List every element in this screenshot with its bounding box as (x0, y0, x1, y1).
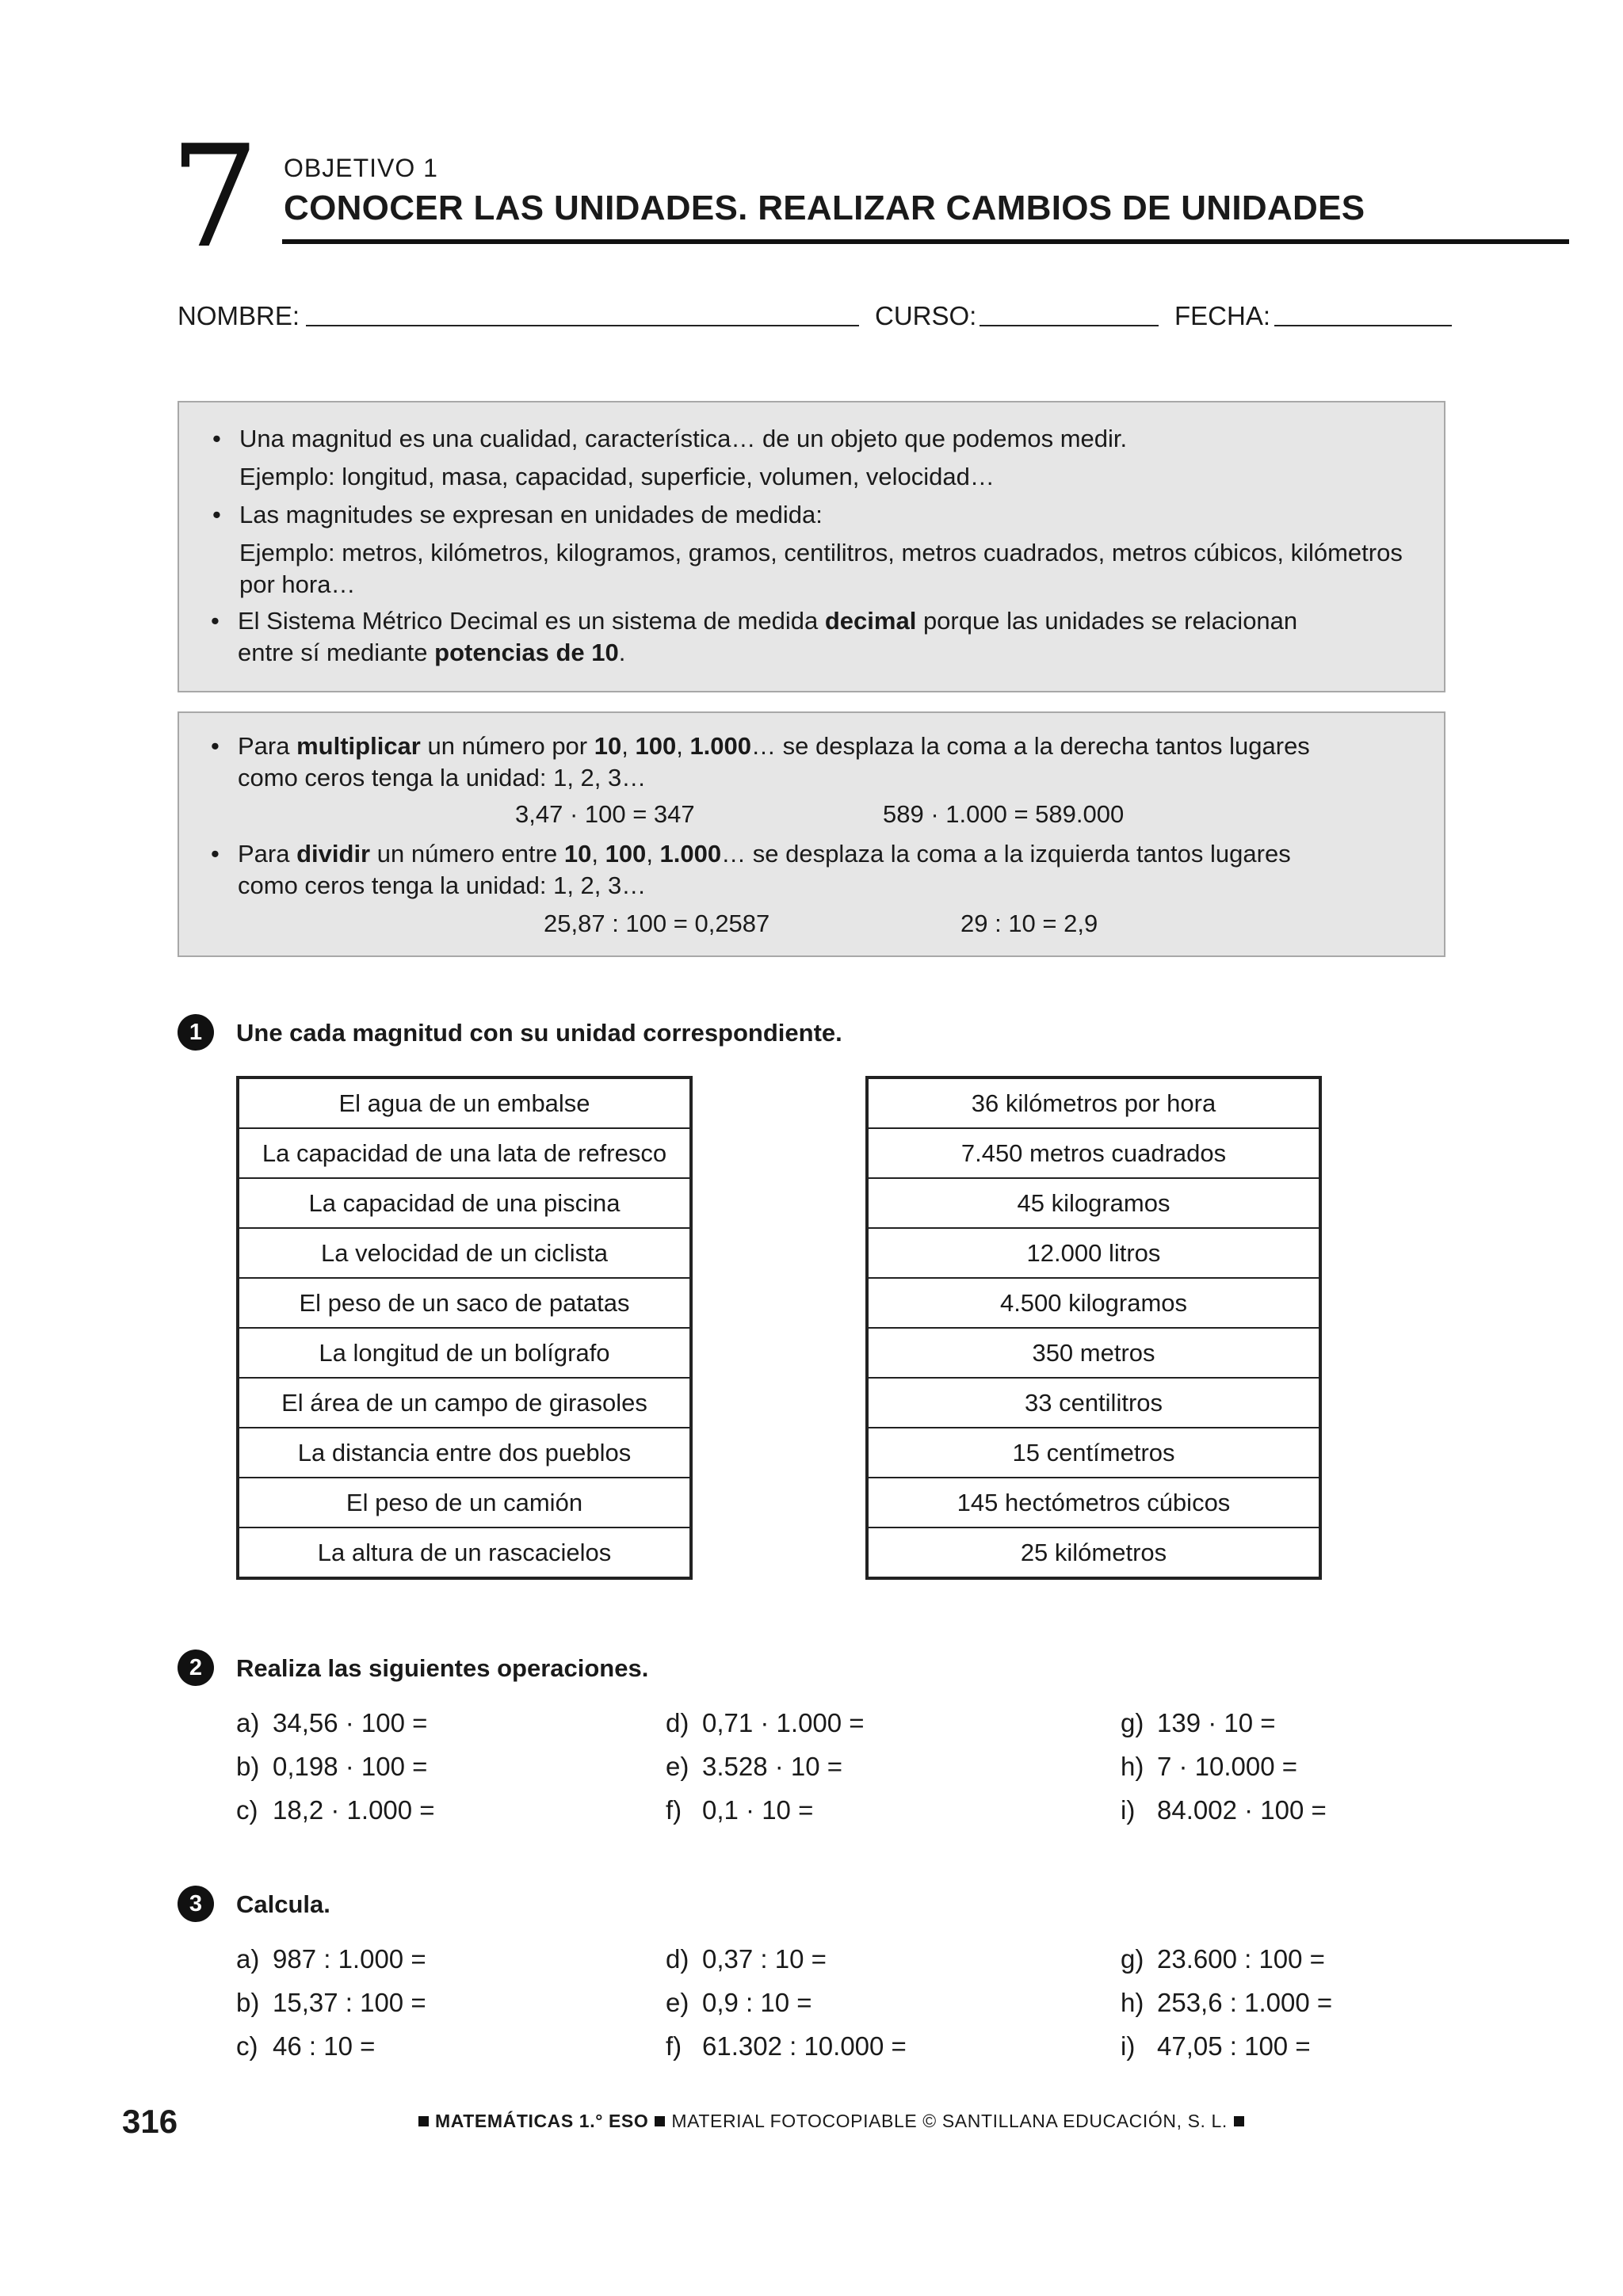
unit-row (867, 1478, 1320, 1527)
operation-item-label: e) (666, 1752, 689, 1781)
unit-row (867, 1077, 1320, 1128)
magnitude-row (238, 1527, 691, 1578)
mult-text-1: Para (238, 732, 290, 760)
date-field[interactable] (1274, 325, 1452, 326)
unit-row (867, 1178, 1320, 1228)
division-item[interactable] (1121, 2031, 1311, 2061)
mult-text-2: un número por (427, 732, 588, 760)
operation-item[interactable] (666, 1708, 865, 1738)
footer-square-icon (655, 2116, 665, 2126)
operation-item[interactable] (1121, 1752, 1297, 1782)
magnitude-row-cell[interactable]: La longitud de un bolígrafo (238, 1328, 691, 1378)
div-bold: dividir (296, 840, 371, 868)
exercise-2-instruction: Realiza las siguientes operaciones. (236, 1654, 649, 1682)
magnitude-row-cell[interactable]: La distancia entre dos pueblos (238, 1428, 691, 1478)
name-field[interactable] (306, 325, 859, 326)
operation-item-label: a) (236, 1708, 260, 1737)
magnitude-row-cell[interactable]: El peso de un camión (238, 1478, 691, 1527)
magnitude-row-cell[interactable]: El área de un campo de girasoles (238, 1378, 691, 1428)
operation-item[interactable] (236, 1752, 427, 1782)
theory-example-magnitude: Ejemplo: longitud, masa, capacidad, superficie, volumen, velocidad… (239, 463, 995, 490)
div-example-2: 29 : 10 = 2,9 (960, 910, 1098, 937)
theory-example-units-line2: por hora… (239, 570, 356, 598)
division-item[interactable] (236, 1944, 426, 1974)
operation-item-expression: 0,198 · 100 = (273, 1752, 428, 1781)
division-item-label: a) (236, 1944, 260, 1974)
magnitude-row-cell[interactable]: El agua de un embalse (238, 1077, 691, 1128)
div-text-3: … se desplaza la coma a la izquierda tantos lugares (721, 840, 1291, 868)
operation-item-expression: 84.002 · 100 = (1157, 1795, 1327, 1825)
magnitude-row-cell[interactable]: La capacidad de una lata de refresco (238, 1128, 691, 1178)
division-item-expression: 15,37 : 100 = (273, 1988, 426, 2017)
footer-square-icon (418, 2116, 429, 2126)
division-item-expression: 987 : 1.000 = (273, 1944, 426, 1974)
operation-item-label: i) (1121, 1795, 1136, 1825)
operation-item-expression: 0,1 · 10 = (702, 1795, 814, 1825)
unit-row (867, 1328, 1320, 1378)
division-item-expression: 253,6 : 1.000 = (1157, 1988, 1333, 2017)
division-item-expression: 61.302 : 10.000 = (702, 2031, 907, 2061)
magnitudes-table (236, 1076, 693, 1580)
unit-row-cell[interactable]: 12.000 litros (867, 1228, 1320, 1278)
division-item-expression: 46 : 10 = (273, 2031, 376, 2061)
operation-item-expression: 139 · 10 = (1157, 1708, 1276, 1737)
unit-row-cell[interactable]: 36 kilómetros por hora (867, 1077, 1320, 1128)
theory-example-units-line1: Ejemplo: metros, kilómetros, kilogramos, gramos, centilitros, metros cuadrados, metros cúbicos, kilómetros (239, 539, 1403, 566)
theory-decimal-line2 (238, 637, 625, 669)
mult-line2: como ceros tenga la unidad: 1, 2, 3… (238, 764, 647, 791)
exercise-1-instruction: Une cada magnitud con su unidad correspondiente. (236, 1019, 842, 1047)
division-item[interactable] (236, 1988, 426, 2018)
operation-item-expression: 34,56 · 100 = (273, 1708, 428, 1737)
division-item-expression: 47,05 : 100 = (1157, 2031, 1311, 2061)
magnitude-row (238, 1228, 691, 1278)
operation-item[interactable] (666, 1795, 813, 1825)
page-title: CONOCER LAS UNIDADES. REALIZAR CAMBIOS DE UNIDADES (284, 189, 1365, 227)
operation-item-expression: 0,71 · 1.000 = (702, 1708, 865, 1737)
unit-row (867, 1378, 1320, 1428)
unit-row-cell[interactable]: 25 kilómetros (867, 1527, 1320, 1578)
operation-item-label: g) (1121, 1708, 1144, 1737)
mult-100: 100 (635, 732, 677, 760)
division-item-label: g) (1121, 1944, 1144, 1974)
unit-row-cell[interactable]: 33 centilitros (867, 1378, 1320, 1428)
footer-credits (412, 2111, 1251, 2132)
footer-book: MATEMÁTICAS 1.° ESO (435, 2111, 649, 2131)
operation-item[interactable] (1121, 1708, 1276, 1738)
unit-row-cell[interactable]: 145 hectómetros cúbicos (867, 1478, 1320, 1527)
unit-row (867, 1527, 1320, 1578)
operation-item[interactable] (666, 1752, 842, 1782)
footer-square-icon (1234, 2116, 1244, 2126)
theory-box-powers-of-ten (178, 711, 1445, 957)
mult-10: 10 (594, 732, 622, 760)
div-text-2: un número entre (376, 840, 558, 868)
magnitude-row (238, 1077, 691, 1128)
division-item-label: h) (1121, 1988, 1144, 2017)
magnitude-row (238, 1478, 691, 1527)
division-item[interactable] (666, 1944, 827, 1974)
div-example-1: 25,87 : 100 = 0,2587 (544, 910, 770, 937)
page-number: 316 (122, 2103, 178, 2140)
units-table (865, 1076, 1322, 1580)
division-item-label: f) (666, 2031, 682, 2061)
operation-item[interactable] (236, 1708, 427, 1738)
division-item-label: e) (666, 1988, 689, 2017)
operation-item-label: h) (1121, 1752, 1144, 1781)
division-item-expression: 0,37 : 10 = (702, 1944, 827, 1974)
div-text-1: Para (238, 840, 290, 868)
theory-bullet-units: • Las magnitudes se expresan en unidades de medida: (239, 499, 823, 531)
mult-example-2: 589 · 1.000 = 589.000 (883, 800, 1125, 828)
magnitude-row (238, 1428, 691, 1478)
unit-row (867, 1428, 1320, 1478)
unit-row-cell[interactable]: 45 kilogramos (867, 1178, 1320, 1228)
operation-item-label: f) (666, 1795, 682, 1825)
magnitude-row (238, 1278, 691, 1328)
division-item-expression: 0,9 : 10 = (702, 1988, 812, 2017)
mult-bold: multiplicar (296, 732, 421, 760)
magnitude-row-cell[interactable]: La velocidad de un ciclista (238, 1228, 691, 1278)
title-rule (282, 239, 1569, 244)
mult-1000: 1.000 (689, 732, 752, 760)
name-label: NOMBRE: (178, 301, 300, 330)
unit-row-cell[interactable]: 4.500 kilogramos (867, 1278, 1320, 1328)
theory-bullet-decimal-system (238, 605, 1297, 637)
div-10: 10 (563, 840, 592, 868)
course-field[interactable] (980, 325, 1159, 326)
div-line2: como ceros tenga la unidad: 1, 2, 3… (238, 871, 647, 899)
division-item-label: c) (236, 2031, 258, 2061)
division-item-label: b) (236, 1988, 260, 2017)
division-item-expression: 23.600 : 100 = (1157, 1944, 1325, 1974)
magnitude-row-cell[interactable]: La capacidad de una piscina (238, 1178, 691, 1228)
operation-item-expression: 18,2 · 1.000 = (273, 1795, 435, 1825)
div-100: 100 (605, 840, 647, 868)
exercise-1-number: 1 (178, 1014, 214, 1051)
operation-item-label: b) (236, 1752, 260, 1781)
division-item[interactable] (666, 2031, 907, 2061)
date-label: FECHA: (1174, 301, 1271, 330)
course-label: CURSO: (875, 301, 977, 330)
decimal-end: . (618, 639, 626, 666)
operation-item[interactable] (236, 1795, 435, 1825)
theory-box-magnitudes (178, 401, 1445, 692)
unit-row-cell[interactable]: 350 metros (867, 1328, 1320, 1378)
unit-row-cell[interactable]: 7.450 metros cuadrados (867, 1128, 1320, 1178)
theory-bullet-magnitude: • Una magnitud es una cualidad, característica… de un objeto que podemos medir. (239, 423, 1127, 455)
division-item-label: d) (666, 1944, 689, 1974)
unit-row (867, 1278, 1320, 1328)
decimal-text-1: El Sistema Métrico Decimal es un sistema de medida (238, 607, 819, 635)
footer-publisher: MATERIAL FOTOCOPIABLE © SANTILLANA EDUCACIÓN, S. L. (671, 2111, 1228, 2131)
theory-bullet-divide: • Para dividir un número entre 10, 100, 1.000… se desplaza la coma a la izquierda tantos lugares (238, 838, 1291, 870)
operation-item-expression: 7 · 10.000 = (1157, 1752, 1298, 1781)
decimal-text-2: porque las unidades se relacionan (922, 607, 1298, 635)
div-1000: 1.000 (659, 840, 722, 868)
exercise-3-number: 3 (178, 1886, 214, 1922)
exercise-3-instruction: Calcula. (236, 1890, 330, 1918)
division-item-label: i) (1121, 2031, 1136, 2061)
powers-of-ten-bold: potencias de 10 (434, 639, 619, 666)
mult-text-3: … se desplaza la coma a la derecha tantos lugares (751, 732, 1310, 760)
exercise-2-number: 2 (178, 1650, 214, 1686)
decimal-bold: decimal (824, 607, 917, 635)
chapter-number: 7 (170, 115, 260, 279)
unit-row (867, 1128, 1320, 1178)
magnitude-row-cell[interactable]: La altura de un rascacielos (238, 1527, 691, 1578)
mult-example-1: 3,47 · 100 = 347 (515, 800, 695, 828)
magnitude-row (238, 1378, 691, 1428)
magnitude-row (238, 1328, 691, 1378)
operation-item-label: c) (236, 1795, 258, 1825)
division-item[interactable] (236, 2031, 375, 2061)
unit-row-cell[interactable]: 15 centímetros (867, 1428, 1320, 1478)
unit-row (867, 1228, 1320, 1278)
objective-label: OBJETIVO 1 (284, 154, 438, 182)
decimal-text-3: entre sí mediante (238, 639, 428, 666)
operation-item-label: d) (666, 1708, 689, 1737)
division-item[interactable] (1121, 1988, 1332, 2018)
theory-bullet-multiply: • Para multiplicar un número por 10, 100, 1.000… se desplaza la coma a la derecha tantos lugares (238, 730, 1310, 762)
division-item[interactable] (1121, 1944, 1325, 1974)
magnitude-row-cell[interactable]: El peso de un saco de patatas (238, 1278, 691, 1328)
division-item[interactable] (666, 1988, 812, 2018)
operation-item-expression: 3.528 · 10 = (702, 1752, 843, 1781)
magnitude-row (238, 1178, 691, 1228)
magnitude-row (238, 1128, 691, 1178)
operation-item[interactable] (1121, 1795, 1327, 1825)
